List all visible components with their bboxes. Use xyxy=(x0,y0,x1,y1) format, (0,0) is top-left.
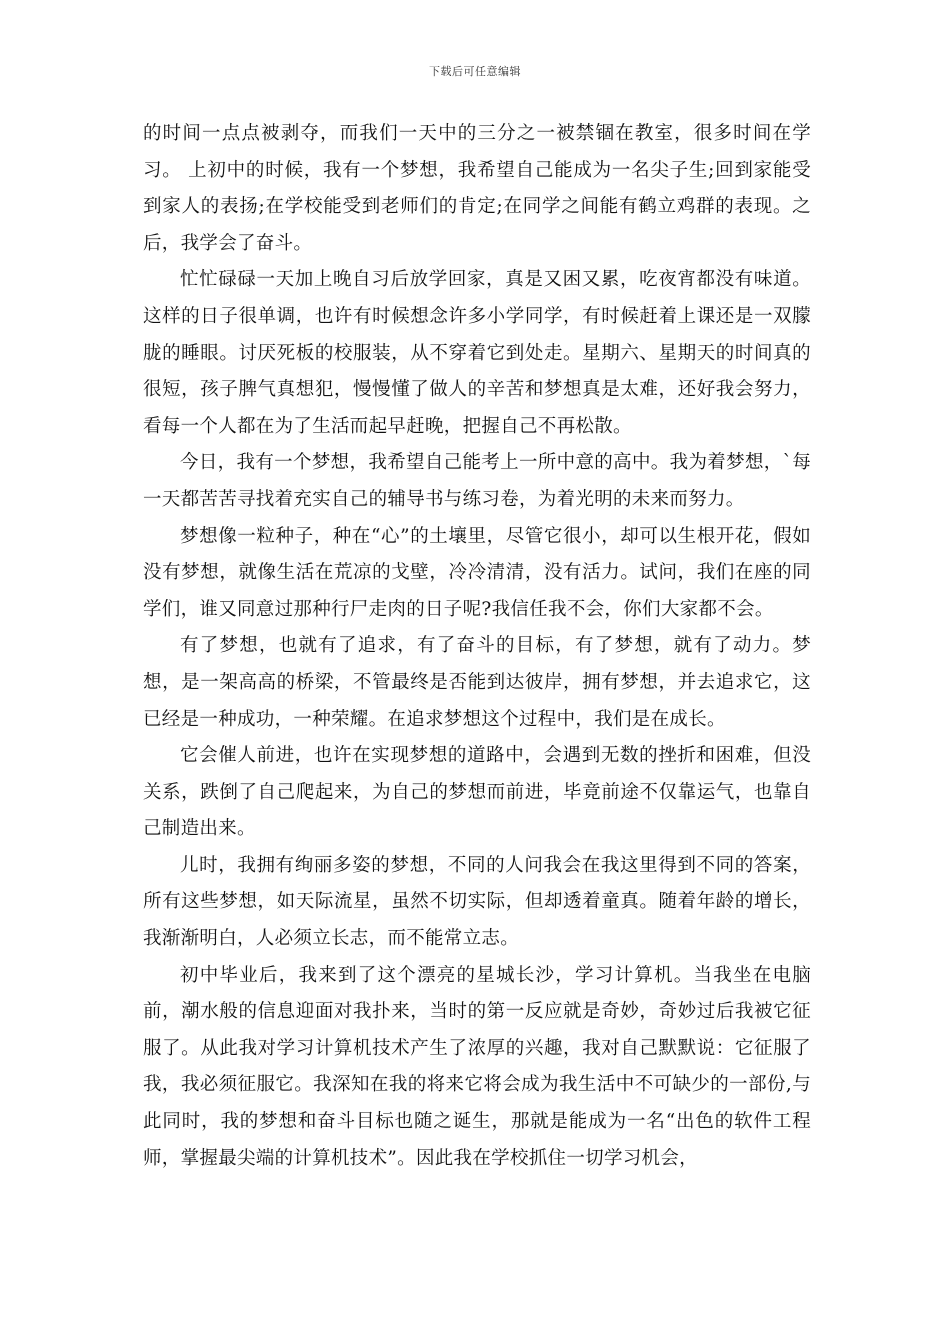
paragraph: 今日，我有一个梦想，我希望自己能考上一所中意的高中。我为着梦想，`每一天都苦苦寻找着充实自己的辅导书与练习卷，为着光明的未来而努力。 xyxy=(143,452,811,510)
paragraph: 忙忙碌碌一天加上晚自习后放学回家，真是又困又累，吃夜宵都没有味道。这样的日子很单调，也许有时候想念许多小学同学，有时候赶着上课还是一双朦胧的睡眼。讨厌死板的校服装，从不穿着它到处走。星期六、星期天的时间真的很短，孩子脾气真想犯，慢慢懂了做人的辛苦和梦想真是太难，还好我会努力，看每一个人都在为了生活而起早赶晚，把握自己不再松散。 xyxy=(143,269,811,437)
page-header: 下载后可任意编辑 xyxy=(429,65,521,78)
paragraph: 它会催人前进，也许在实现梦想的道路中，会遇到无数的挫折和困难，但没关系，跌倒了自己爬起来，为自己的梦想而前进，毕竟前途不仅靠运气，也靠自己制造出来。 xyxy=(143,745,811,840)
paragraph-continued: 的时间一点点被剥夺，而我们一天中的三分之一被禁锢在教室，很多时间在学习。 上初中的时候，我有一个梦想，我希望自己能成为一名尖子生;回到家能受到家人的表扬;在学校能受到老师们的肯定;在同学之间能有鹤立鸡群的表现。之后，我学会了奋斗。 xyxy=(143,123,811,254)
paragraph: 有了梦想，也就有了追求，有了奋斗的目标，有了梦想，就有了动力。梦想，是一架高高的桥梁，不管最终是否能到达彼岸，拥有梦想，并去追求它，这已经是一种成功，一种荣耀。在追求梦想这个过程中，我们是在成长。 xyxy=(143,635,811,730)
paragraph: 儿时，我拥有绚丽多姿的梦想，不同的人问我会在我这里得到不同的答案，所有这些梦想，如天际流星，虽然不切实际，但却透着童真。随着年龄的增长，我渐渐明白，人必须立长志，而不能常立志。 xyxy=(143,854,811,950)
document-body xyxy=(143,116,811,1177)
paragraph: 梦想像一粒种子，种在“心”的土壤里，尽管它很小，却可以生根开花，假如没有梦想，就像生活在荒凉的戈壁，冷冷清清，没有活力。试问，我们在座的同学们，谁又同意过那种行尸走肉的日子呢?我信任我不会，你们大家都不会。 xyxy=(143,525,811,620)
paragraph: 初中毕业后，我来到了这个漂亮的星城长沙，学习计算机。当我坐在电脑前，潮水般的信息迎面对我扑来，当时的第一反应就是奇妙，奇妙过后我被它征服了。从此我对学习计算机技术产生了浓厚的兴趣，我对自己默默说：它征服了我，我必须征服它。我深知在我的将来它将会成为我生活中不可缺少的一部份,与此同时，我的梦想和奋斗目标也随之诞生，那就是能成为一名“出色的软件工程师，掌握最尖端的计算机技术”。因此我在学校抓住一切学习机会， xyxy=(143,964,811,1169)
